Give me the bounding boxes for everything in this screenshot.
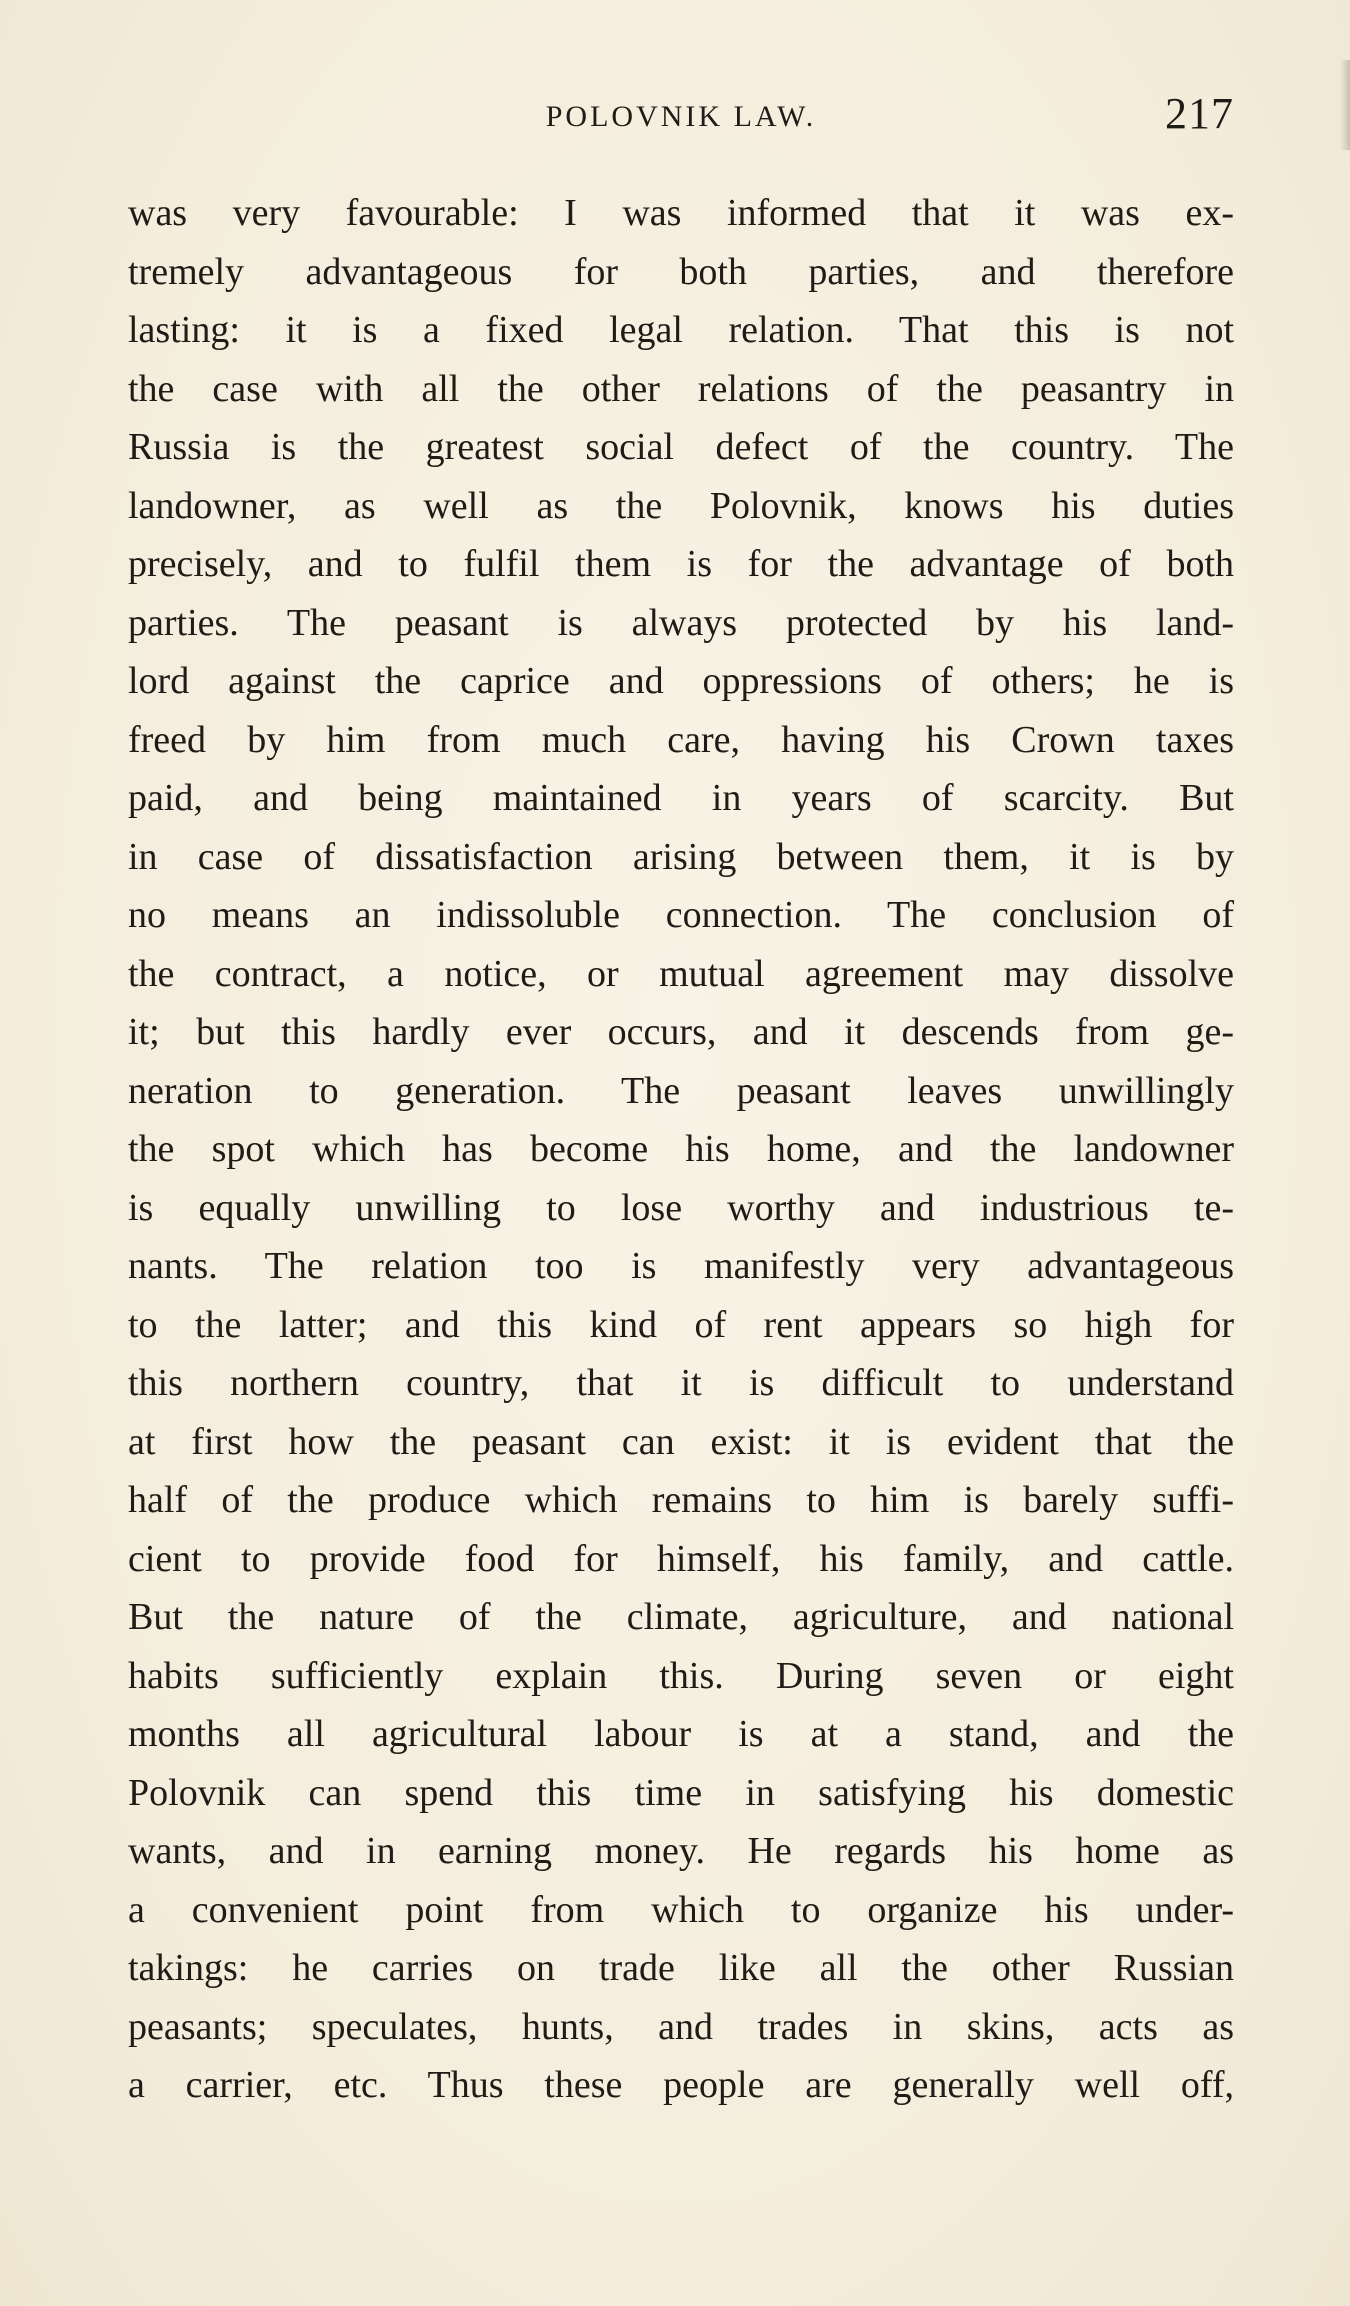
text-line: lasting: it is a fixed legal relation. That this is not (128, 309, 1234, 351)
text-line: cient to provide food for himself, his family, and cattle. (128, 1537, 1234, 1580)
text-line: Polovnik can spend this time in satisfying his domestic (128, 1771, 1234, 1814)
running-head (128, 88, 1234, 148)
running-title: POLOVNIK LAW. (545, 100, 817, 133)
text-line: paid, and being maintained in years of scarcity. But (128, 777, 1234, 819)
text-line: neration to generation. The peasant leaves unwillingly (128, 1069, 1234, 1112)
text-line: But the nature of the climate, agriculture, and national (128, 1596, 1234, 1638)
text-line: at first how the peasant can exist: it is evident that the (128, 1420, 1234, 1463)
text-line: no means an indissoluble connection. The conclusion of (128, 894, 1234, 936)
text-line: to the latter; and this kind of rent appears so high for (128, 1303, 1234, 1346)
text-line: wants, and in earning money. He regards his home as (128, 1830, 1234, 1872)
text-line: habits sufficiently explain this. During seven or eight (128, 1654, 1234, 1697)
text-line: lord against the caprice and oppressions of others; he is (128, 660, 1234, 702)
text-line: peasants; speculates, hunts, and trades in skins, acts as (128, 2005, 1234, 2048)
text-line: the contract, a notice, or mutual agreement may dissolve (128, 952, 1234, 995)
page-edge-shadow (1340, 60, 1350, 150)
text-line: a convenient point from which to organize his under- (128, 1888, 1234, 1931)
body-text (128, 184, 1234, 2115)
text-line: this northern country, that it is difficult to understand (128, 1362, 1234, 1404)
text-line: months all agricultural labour is at a stand, and the (128, 1713, 1234, 1755)
text-line: in case of dissatisfaction arising between them, it is by (128, 835, 1234, 878)
text-line: it; but this hardly ever occurs, and it descends from ge- (128, 1011, 1234, 1053)
text-line: landowner, as well as the Polovnik, knows his duties (128, 484, 1234, 527)
text-line: is equally unwilling to lose worthy and industrious te- (128, 1186, 1234, 1229)
text-line: the case with all the other relations of the peasantry in (128, 367, 1234, 410)
text-line: freed by him from much care, having his Crown taxes (128, 718, 1234, 761)
text-line: was very favourable: I was informed that it was ex- (128, 192, 1234, 234)
text-line: parties. The peasant is always protected by his land- (128, 601, 1234, 644)
text-line: half of the produce which remains to him is barely suffi- (128, 1479, 1234, 1521)
text-line: tremely advantageous for both parties, and therefore (128, 250, 1234, 293)
text-line: nants. The relation too is manifestly very advantageous (128, 1245, 1234, 1287)
text-line: the spot which has become his home, and the landowner (128, 1128, 1234, 1170)
text-line: precisely, and to fulfil them is for the advantage of both (128, 543, 1234, 585)
text-line: Russia is the greatest social defect of the country. The (128, 426, 1234, 468)
page-number: 217 (1165, 89, 1234, 138)
text-line: takings: he carries on trade like all the other Russian (128, 1947, 1234, 1989)
text-line: a carrier, etc. Thus these people are generally well off, (128, 2064, 1234, 2106)
